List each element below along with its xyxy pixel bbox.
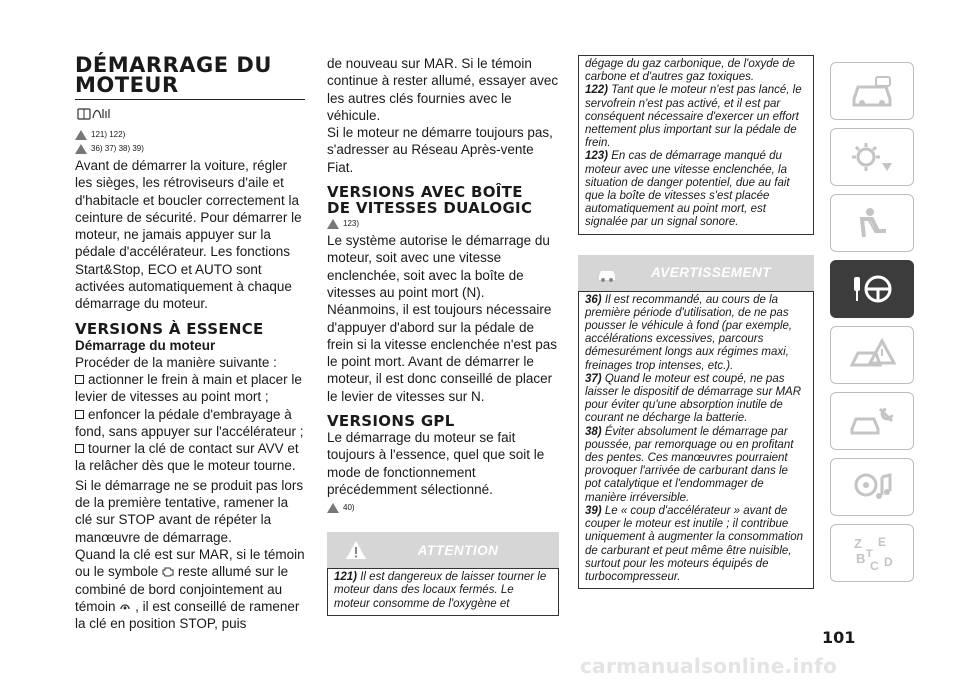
warning-lights-icon bbox=[846, 137, 898, 177]
index-letter: T bbox=[866, 548, 873, 560]
tab-maintenance[interactable] bbox=[830, 392, 914, 450]
dualogic-paragraph: Le système autorise le démarrage du moteur, soit avec une vitesse enclenchée, soit avec la boîte de vitesses au point mort (N). Néanmoins, il est toujours nécessaire d'appuyer d'abord sur la pédale de frein si la vitesse enclenchée n'est pas le point mort. Avant de démarrer le moteur, il est donc conseillé de placer le levier de vitesses sur N. bbox=[327, 233, 557, 404]
list-item: actionner le frein à main et placer le levier de vitesses au point mort ; bbox=[75, 371, 302, 405]
page-number: 101 bbox=[822, 628, 856, 647]
page-title bbox=[75, 55, 305, 95]
continued-paragraph: de nouveau sur MAR. Si le témoin continue à rester allumé, essayer avec les autres clés fournies avec le véhicule. bbox=[327, 56, 559, 123]
warning-triangle-icon bbox=[75, 130, 87, 140]
intro-paragraph: Avant de démarrer la voiture, régler les sièges, les rétroviseurs d'aile et d'habitacle et boucler correctement la ceinture de sécurité. Pour démarrer le moteur, ne jamais appuyer sur la pédale d'accélérateur. Les fonctions Start&Stop, ECO et AUTO sont activées automatiquement à chaque démarrage du moteur. bbox=[75, 158, 302, 312]
attention-box bbox=[327, 532, 559, 616]
tab-multimedia[interactable] bbox=[830, 458, 914, 516]
index-letter: C bbox=[870, 559, 879, 573]
column-middle bbox=[327, 55, 559, 616]
checkbox-bullet-icon bbox=[75, 444, 84, 453]
section-heading-gpl: VERSIONS GPL bbox=[327, 412, 455, 431]
multimedia-icon bbox=[846, 467, 898, 507]
page-title-line-2: MOTEUR bbox=[75, 73, 179, 97]
caution-continued-box: dégage du gaz carbonique, de l'oxyde de carbone et d'autres gaz toxiques. 122) Tant que le moteur n'est pas lancé, le servofrein n'est pas activé, et il est par conséquent nécessaire d'exercer un effort nettement plus important sur la pédale de frein. 123) En cas de démarrage manqué du moteur avec une vitesse enclenchée, la situation de danger potentiel, due au fait que la boîte de vitesses s'est placée automatiquement au point mort, est signalée par un signal sonore. bbox=[578, 55, 814, 235]
gpl-paragraph: Le démarrage du moteur se fait toujours à l'essence, quel que soit le mode de fonctionnement précédemment sélectionné. bbox=[327, 430, 545, 497]
index-letters-icon bbox=[846, 533, 898, 573]
watermark: carmanualsonline.info bbox=[580, 654, 838, 678]
procedure-intro: Procéder de la manière suivante : bbox=[75, 354, 277, 370]
key-steering-wheel-icon bbox=[846, 269, 898, 309]
maintenance-car-icon bbox=[846, 401, 898, 441]
attention-banner bbox=[327, 532, 559, 568]
attention-content: 121) Il est dangereux de laisser tourner le moteur dans des locaux fermés. Le moteur consomme de l'oxygène et bbox=[327, 568, 559, 616]
attention-label: ATTENTION bbox=[417, 542, 499, 558]
index-letter: D bbox=[884, 555, 893, 569]
warning-refs-a: 121) 122) bbox=[75, 129, 305, 141]
avertissement-box bbox=[578, 255, 814, 589]
warning-refs-b: 36) 37) 38) 39) bbox=[75, 143, 305, 155]
warning-triangle-icon bbox=[327, 219, 339, 229]
checkbox-bullet-icon bbox=[75, 375, 84, 384]
avertissement-content: 36) Il est recommandé, au cours de la première période d'utilisation, de ne pas pousser le véhicule à fond (par exemple, accélérations excessives, parcours démesurément longs aux régimes maxi, freinages trop intenses, etc.). 37) Quand le moteur est coupé, ne pas laisser le dispositif de démarrage sur MAR pour éviter qu'une absorption inutile de courant ne décharge la batterie. 38) Éviter absolument le démarrage par poussée, par remorquage ou en profitant des pentes. Ces manœuvres pourraient provoquer l'arrivée de carburant dans le pot catalytique et l'endommager de manière irréversible. 39) Le « coup d'accélérateur » avant de couper le moteur est inutile ; il contribue uniquement à augmenter la consommation de carburant et peut même être nuisible, surtout pour les moteurs équipés de turbocompresseur. bbox=[578, 291, 814, 589]
engine-warning-icon bbox=[162, 565, 174, 577]
tab-warning-lights[interactable] bbox=[830, 128, 914, 186]
checkbox-bullet-icon bbox=[75, 410, 84, 419]
column-left bbox=[75, 55, 305, 632]
index-letter: Z bbox=[854, 536, 862, 551]
seat-airbag-icon bbox=[846, 203, 898, 243]
immobilizer-warning-icon bbox=[119, 600, 131, 612]
section-heading-dualogic: VERSIONS AVEC BOÎTE DE VITESSES DUALOGIC bbox=[327, 183, 533, 218]
column-right bbox=[578, 55, 814, 589]
section-heading-essence: VERSIONS À ESSENCE bbox=[75, 319, 264, 338]
emergency-triangle-icon bbox=[846, 335, 898, 375]
warning-refs-d: 40) bbox=[327, 502, 559, 514]
tab-seat-airbag[interactable] bbox=[830, 194, 914, 252]
tab-key-steering[interactable] bbox=[830, 260, 914, 318]
subsection-heading: Démarrage du moteur bbox=[75, 337, 216, 353]
title-rule bbox=[75, 99, 305, 100]
service-paragraph: Si le moteur ne démarre toujours pas, s'adresser au Réseau Après-vente Fiat. bbox=[327, 125, 553, 175]
tab-index[interactable] bbox=[830, 524, 914, 582]
avertissement-banner bbox=[578, 255, 814, 291]
avertissement-label: AVERTISSEMENT bbox=[650, 265, 772, 281]
page-title-line-1: DÉMARRAGE DU bbox=[75, 53, 272, 77]
list-item: tourner la clé de contact sur AVV et la relâcher dès que le moteur tourne. bbox=[75, 441, 299, 474]
chapter-tabs bbox=[830, 62, 914, 590]
tab-car-dashboard[interactable] bbox=[830, 62, 914, 120]
warning-triangle-icon bbox=[75, 144, 87, 154]
list-item: enfoncer la pédale d'embrayage à fond, sans appuyer sur l'accélérateur ; bbox=[75, 406, 304, 439]
tab-emergency[interactable] bbox=[830, 326, 914, 384]
mar-paragraph: Quand la clé est sur MAR, si le témoin ou le symbole reste allumé sur le combiné de bord conjointement au témoin , il est conseillé de ramener la clé en position STOP, puis bbox=[75, 546, 305, 632]
car-dashboard-icon bbox=[846, 71, 898, 111]
fail-paragraph: Si le démarrage ne se produit pas lors de la première tentative, ramener la clé sur STOP avant de répéter la manœuvre de démarrage. bbox=[75, 477, 304, 545]
warning-refs-c: 123) bbox=[327, 218, 559, 230]
warning-triangle-icon bbox=[327, 503, 339, 513]
index-letter: E bbox=[878, 535, 887, 549]
index-letter: B bbox=[856, 551, 866, 566]
manual-book-icon bbox=[75, 106, 305, 127]
